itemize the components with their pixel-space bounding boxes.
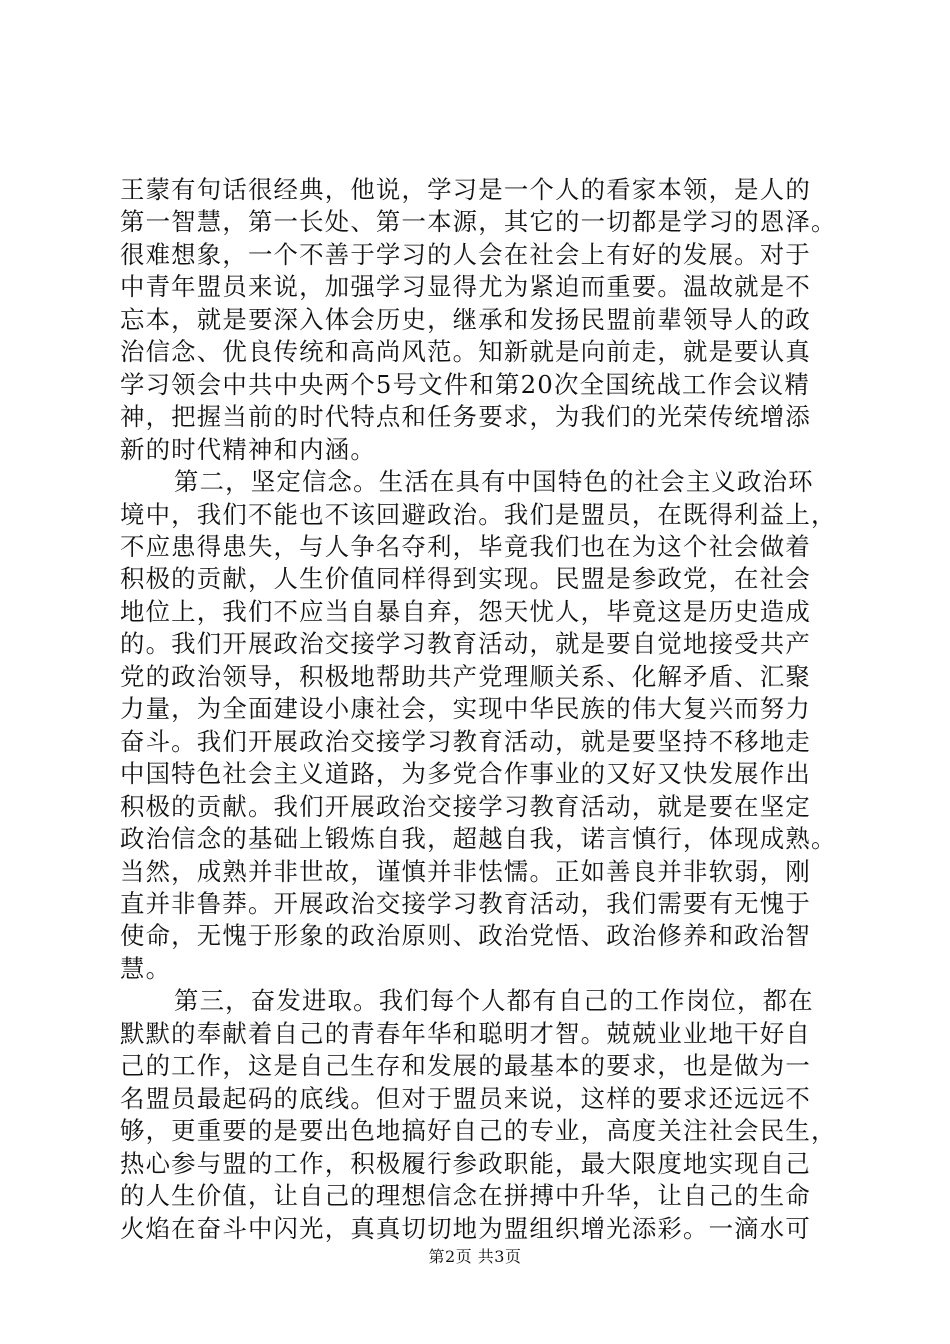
text-line: 力量，为全面建设小康社会，实现中华民族的伟大复兴而努力 <box>120 694 811 724</box>
text-line: 名盟员最起码的底线。但对于盟员来说，这样的要求还远远不 <box>120 1083 811 1113</box>
text-line: 党的政治领导，积极地帮助共产党理顺关系、化解矛盾、汇聚 <box>120 661 811 691</box>
text-line: 奋斗。我们开展政治交接学习教育活动，就是要坚持不移地走 <box>120 726 811 756</box>
page-footer: 第2页 共3页 <box>428 1247 522 1266</box>
text-line: 不应患得患失，与人争名夺利，毕竟我们也在为这个社会做着 <box>120 531 811 561</box>
text-line: 够，更重要的是要出色地搞好自己的专业，高度关注社会民生， <box>120 1116 837 1146</box>
text-line: 积极的贡献，人生价值同样得到实现。民盟是参政党，在社会 <box>120 564 811 594</box>
text-line: 的。我们开展政治交接学习教育活动，就是要自觉地接受共产 <box>120 629 811 659</box>
text-line: 火焰在奋斗中闪光，真真切切地为盟组织增光添彩。一滴水可 <box>120 1213 811 1243</box>
text-line: 治信念、优良传统和高尚风范。知新就是向前走，就是要认真 <box>120 337 811 367</box>
text-line: 很难想象，一个不善于学习的人会在社会上有好的发展。对于 <box>120 239 811 269</box>
text-line: 使命，无愧于形象的政治原则、政治党悟、政治修养和政治智 <box>120 921 811 951</box>
text-line: 慧。 <box>120 953 172 983</box>
text-line: 中青年盟员来说，加强学习显得尤为紧迫而重要。温故就是不 <box>120 272 811 302</box>
text-line: 的人生价值，让自己的理想信念在拼搏中升华，让自己的生命 <box>120 1181 811 1211</box>
text-line: 默默的奉献着自己的青春年华和聪明才智。兢兢业业地干好自 <box>120 1018 811 1048</box>
text-line: 新的时代精神和内涵。 <box>120 434 376 464</box>
body-text <box>120 174 840 1245</box>
text-line: 地位上，我们不应当自暴自弃，怨天忧人，毕竟这是历史造成 <box>120 596 811 626</box>
text-line: 积极的贡献。我们开展政治交接学习教育活动，就是要在坚定 <box>120 791 811 821</box>
text-line: 中国特色社会主义道路，为多党合作事业的又好又快发展作出 <box>120 759 811 789</box>
text-line: 第一智慧，第一长处、第一本源，其它的一切都是学习的恩泽。 <box>120 207 837 237</box>
paragraph-start-line: 第三，奋发进取。我们每个人都有自己的工作岗位，都在 <box>174 986 814 1016</box>
text-line: 政治信念的基础上锻炼自我，超越自我，诺言慎行，体现成熟。 <box>120 824 837 854</box>
text-line: 王蒙有句话很经典，他说，学习是一个人的看家本领，是人的 <box>120 175 811 204</box>
paragraph-start-line: 第二，坚定信念。生活在具有中国特色的社会主义政治环 <box>174 467 814 497</box>
text-line: 己的工作，这是自己生存和发展的最基本的要求，也是做为一 <box>120 1051 811 1081</box>
text-line: 忘本，就是要深入体会历史，继承和发扬民盟前辈领导人的政 <box>120 304 811 334</box>
text-line: 神，把握当前的时代特点和任务要求，为我们的光荣传统增添 <box>120 402 811 432</box>
text-line: 学习领会中共中央两个5号文件和第20次全国统战工作会议精 <box>120 369 810 399</box>
text-line: 直并非鲁莽。开展政治交接学习教育活动，我们需要有无愧于 <box>120 888 811 918</box>
text-line: 热心参与盟的工作，积极履行参政职能，最大限度地实现自己 <box>120 1148 811 1178</box>
text-line: 境中，我们不能也不该回避政治。我们是盟员，在既得利益上， <box>120 499 837 529</box>
text-line: 当然，成熟并非世故，谨慎并非怯懦。正如善良并非软弱，刚 <box>120 856 811 886</box>
